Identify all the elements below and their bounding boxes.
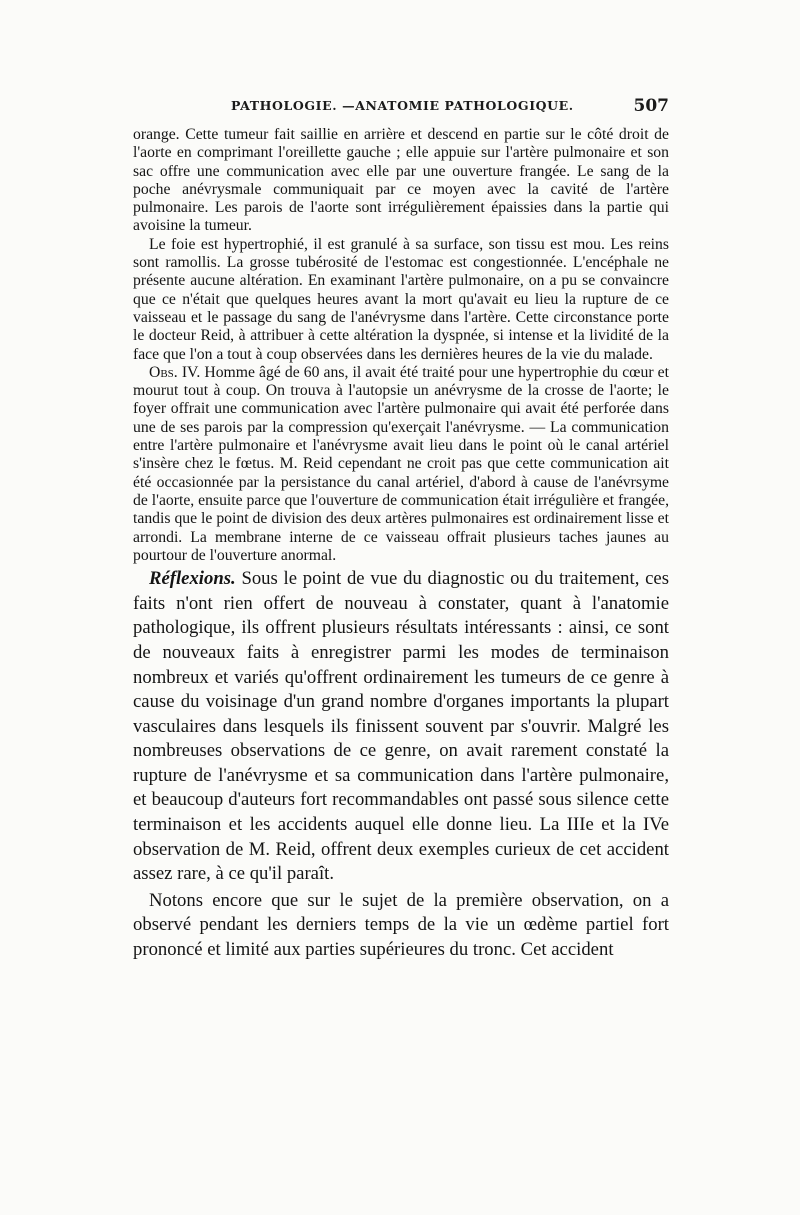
body-text bbox=[133, 126, 669, 963]
paragraph-text: Notons encore que sur le sujet de la première observation, on a observé pendant les derniers temps de la vie un œdème partiel fort prononcé et limité aux parties supérieures du tronc. Cet accident bbox=[133, 889, 669, 961]
running-head: PATHOLOGIE. —ANATOMIE PATHOLOGIQUE. bbox=[231, 98, 574, 113]
paragraph-text: orange. Cette tumeur fait saillie en arrière et descend en partie sur le côté droit de l'aorte en comprimant l'oreillette gauche ; elle appuie sur l'artère pulmonaire et son sac offre une communication avec elle par une ouverture frangée. Le sang de la poche anévrysmale communiquait par ce moyen avec la cavité de l'artère pulmonaire. Les parois de l'aorte sont irrégulièrement épaissies dans la partie qui avoisine la tumeur. bbox=[133, 126, 669, 235]
paragraph-autopsy-findings bbox=[133, 236, 669, 364]
paragraph-observation-iv bbox=[133, 364, 669, 565]
paragraph-text: Sous le point de vue du diagnostic ou du traitement, ces faits n'ont rien offert de nouveau à constater, quant à l'anatomie pathologique, ils offrent plusieurs résultats intéressants : ainsi, ce sont de nouveaux faits à enregistrer parmi les modes de terminaison nombreux et variés qu'offrent ordinairement les tumeurs de ce genre à cause du voisinage d'un grand nombre d'organes importants la plupart vasculaires dans lesquels ils finissent souvent par s'ouvrir. Malgré les nombreuses observations de ce genre, on avait rarement constaté la rupture de l'anévrysme et sa communication dans l'artère pulmonaire, et beaucoup d'auteurs fort recommandables ont passé sous silence cette terminaison et les accidents auquel elle donne lieu. La IIIe et la IVe observation de M. Reid, offrent deux exemples curieux de cet accident assez rare, à ce qu'il paraît. bbox=[133, 568, 669, 885]
observation-label: Obs. bbox=[149, 363, 178, 381]
page-number: 507 bbox=[633, 96, 669, 116]
paragraph-notons-encore bbox=[133, 889, 669, 963]
page-header bbox=[133, 96, 669, 120]
reflexions-label: Réflexions. bbox=[149, 568, 236, 590]
paragraph-text: Le foie est hypertrophié, il est granulé à sa surface, son tissu est mou. Les reins sont ramollis. La grosse tubérosité de l'estomac est congestionnée. L'encéphale ne présente aucune altération. En examinant l'artère pulmonaire, on a pu se convaincre que ce n'était que quelques heures avant la mort qu'avait eu lieu la rupture de ce vaisseau et le passage du sang de l'anévrysme dans l'artère. Cette circonstance porte le docteur Reid, à attribuer à cette altération la dyspnée, si intense et la lividité de la face que l'on a tout à coup observées dans les dernières heures de la vie du malade. bbox=[133, 235, 669, 363]
paragraph-reflexions bbox=[133, 567, 669, 887]
paragraph-tumor-description bbox=[133, 126, 669, 236]
paragraph-text: IV. Homme âgé de 60 ans, il avait été traité pour une hypertrophie du cœur et mourut tout à coup. On trouva à l'autopsie un anévrysme de la crosse de l'aorte; le foyer offrait une communication avec l'artère pulmonaire qui avait été perforée dans une de ses parois par la compression qu'exerçait l'anévrysme. — La communication entre l'artère pulmonaire et l'anévrysme avait lieu dans le point où le canal artériel s'insère chez le fœtus. M. Reid cependant ne croit pas que cette communication ait été occasionnée par la persistance du canal artériel, d'abord à cause de l'anévrsyme de l'aorte, ensuite parce que l'ouverture de communication était irrégulière et frangée, tandis que le point de division des deux artères pulmonaires est ordinairement lisse et arrondi. La membrane interne de ce vaisseau offrait plusieurs taches jaunes au pourtour de l'ouverture anormal. bbox=[133, 363, 669, 564]
